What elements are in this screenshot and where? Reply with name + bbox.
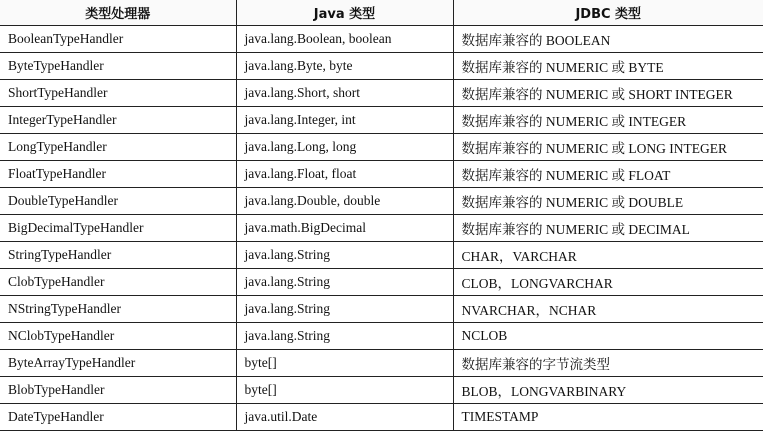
- java-type-cell: java.lang.Byte, byte: [236, 53, 453, 80]
- jdbc-type-cell: CHAR，VARCHAR: [453, 242, 763, 269]
- jdbc-type-cell: TIMESTAMP: [453, 404, 763, 431]
- table-row: [0, 26, 763, 53]
- type-handler-cell: LongTypeHandler: [0, 134, 236, 161]
- table-row: [0, 350, 763, 377]
- type-handler-cell: IntegerTypeHandler: [0, 107, 236, 134]
- java-type-cell: java.lang.Long, long: [236, 134, 453, 161]
- header-jdbc-type: JDBC 类型: [453, 0, 763, 26]
- table-row: [0, 107, 763, 134]
- table-row: [0, 323, 763, 350]
- jdbc-type-cell: BLOB，LONGVARBINARY: [453, 377, 763, 404]
- type-handler-cell: StringTypeHandler: [0, 242, 236, 269]
- java-type-cell: java.lang.String: [236, 269, 453, 296]
- java-type-cell: java.lang.String: [236, 242, 453, 269]
- header-java-type: Java 类型: [236, 0, 453, 26]
- jdbc-type-cell: 数据库兼容的 NUMERIC 或 DECIMAL: [453, 215, 763, 242]
- jdbc-type-cell: 数据库兼容的 BOOLEAN: [453, 26, 763, 53]
- java-type-cell: byte[]: [236, 350, 453, 377]
- jdbc-type-cell: 数据库兼容的字节流类型: [453, 350, 763, 377]
- jdbc-type-cell: NVARCHAR，NCHAR: [453, 296, 763, 323]
- jdbc-type-cell: 数据库兼容的 NUMERIC 或 LONG INTEGER: [453, 134, 763, 161]
- type-handler-cell: BooleanTypeHandler: [0, 26, 236, 53]
- jdbc-type-cell: 数据库兼容的 NUMERIC 或 BYTE: [453, 53, 763, 80]
- java-type-cell: java.math.BigDecimal: [236, 215, 453, 242]
- java-type-cell: java.lang.Double, double: [236, 188, 453, 215]
- java-type-cell: java.lang.String: [236, 323, 453, 350]
- type-handler-cell: NClobTypeHandler: [0, 323, 236, 350]
- table-row: [0, 80, 763, 107]
- table-row: [0, 134, 763, 161]
- java-type-cell: java.lang.Boolean, boolean: [236, 26, 453, 53]
- jdbc-type-cell: 数据库兼容的 NUMERIC 或 SHORT INTEGER: [453, 80, 763, 107]
- type-handler-cell: NStringTypeHandler: [0, 296, 236, 323]
- table-row: [0, 242, 763, 269]
- jdbc-type-cell: NCLOB: [453, 323, 763, 350]
- java-type-cell: byte[]: [236, 377, 453, 404]
- type-handler-cell: DoubleTypeHandler: [0, 188, 236, 215]
- java-type-cell: java.util.Date: [236, 404, 453, 431]
- type-handler-cell: FloatTypeHandler: [0, 161, 236, 188]
- table-row: [0, 161, 763, 188]
- table-row: [0, 404, 763, 431]
- table-row: [0, 377, 763, 404]
- type-handler-cell: ClobTypeHandler: [0, 269, 236, 296]
- java-type-cell: java.lang.String: [236, 296, 453, 323]
- jdbc-type-cell: CLOB，LONGVARCHAR: [453, 269, 763, 296]
- jdbc-type-cell: 数据库兼容的 NUMERIC 或 DOUBLE: [453, 188, 763, 215]
- type-handler-cell: BlobTypeHandler: [0, 377, 236, 404]
- java-type-cell: java.lang.Short, short: [236, 80, 453, 107]
- header-row: [0, 0, 763, 26]
- table-row: [0, 269, 763, 296]
- type-handler-cell: ShortTypeHandler: [0, 80, 236, 107]
- table-row: [0, 188, 763, 215]
- header-type-handler: 类型处理器: [0, 0, 236, 26]
- table-row: [0, 53, 763, 80]
- type-handler-cell: ByteArrayTypeHandler: [0, 350, 236, 377]
- java-type-cell: java.lang.Integer, int: [236, 107, 453, 134]
- type-handler-cell: ByteTypeHandler: [0, 53, 236, 80]
- jdbc-type-cell: 数据库兼容的 NUMERIC 或 INTEGER: [453, 107, 763, 134]
- type-handler-cell: BigDecimalTypeHandler: [0, 215, 236, 242]
- java-type-cell: java.lang.Float, float: [236, 161, 453, 188]
- jdbc-type-cell: 数据库兼容的 NUMERIC 或 FLOAT: [453, 161, 763, 188]
- type-handler-cell: DateTypeHandler: [0, 404, 236, 431]
- table-row: [0, 215, 763, 242]
- table-row: [0, 296, 763, 323]
